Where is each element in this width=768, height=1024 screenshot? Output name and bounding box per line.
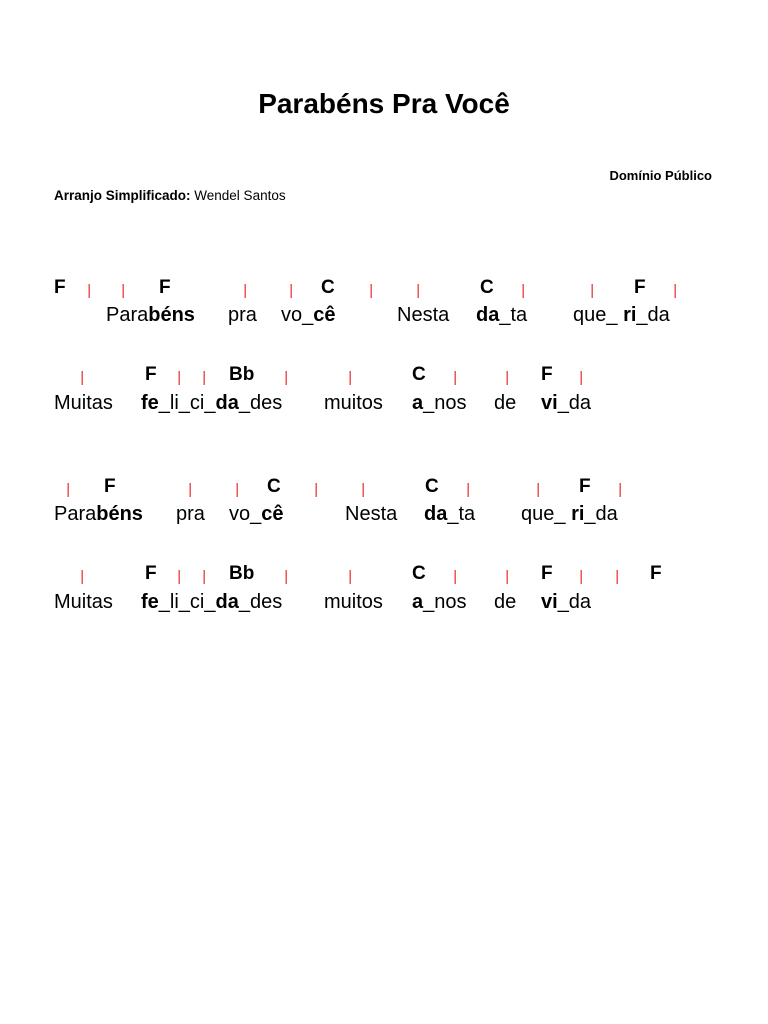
lyric-word: vo_cê [281, 304, 336, 326]
lyric-word: de [494, 591, 517, 613]
lyric-word: de [494, 392, 517, 414]
chord: C [425, 476, 439, 497]
beat-bar: | [81, 369, 84, 386]
chord: C [267, 476, 281, 497]
beat-bar: | [467, 481, 470, 498]
beat-bar: | [417, 282, 420, 299]
beat-bar: | [189, 481, 192, 498]
lyric-word: Nesta [397, 304, 450, 326]
beat-bar: | [315, 481, 318, 498]
lyric-word: vo_cê [229, 503, 284, 525]
lyric-word: da_ta [476, 304, 528, 326]
chord: Bb [229, 364, 255, 385]
beat-bar: | [203, 369, 206, 386]
chord: F [634, 277, 646, 298]
chord: C [412, 364, 426, 385]
beat-bar: | [349, 369, 352, 386]
beat-bar: | [81, 568, 84, 585]
lyric-word: a_nos [412, 591, 467, 613]
lyric-word: a_nos [412, 392, 467, 414]
beat-bar: | [362, 481, 365, 498]
lyric-word: vi_da [541, 591, 592, 613]
chord: F [145, 364, 157, 385]
lyric-word: muitos [324, 591, 383, 613]
lyric-word: fe_li_ci_da_des [141, 392, 283, 414]
lyric-word: Parabéns [54, 503, 143, 525]
song-title: Parabéns Pra Você [258, 88, 510, 119]
beat-bar: | [537, 481, 540, 498]
chord: F [104, 476, 116, 497]
beat-bar: | [506, 369, 509, 386]
beat-bar: | [122, 282, 125, 299]
beat-bar: | [616, 568, 619, 585]
lyric-word: vi_da [541, 392, 592, 414]
chord: F [159, 277, 171, 298]
chord: F [54, 277, 66, 298]
beat-bar: | [506, 568, 509, 585]
beat-bar: | [88, 282, 91, 299]
lyric-word: que_ ri_da [573, 304, 670, 326]
beat-bar: | [349, 568, 352, 585]
chord: F [650, 563, 662, 584]
beat-bar: | [370, 282, 373, 299]
beat-bar: | [619, 481, 622, 498]
beat-bar: | [522, 282, 525, 299]
lyric-word: fe_li_ci_da_des [141, 591, 283, 613]
beat-bar: | [290, 282, 293, 299]
chord: C [480, 277, 494, 298]
beat-bar: | [454, 568, 457, 585]
song-credit: Domínio Público [609, 168, 712, 183]
beat-bar: | [674, 282, 677, 299]
chord: Bb [229, 563, 255, 584]
arranger-name: Wendel Santos [190, 188, 286, 203]
beat-bar: | [591, 282, 594, 299]
beat-bar: | [178, 568, 181, 585]
chord: F [541, 364, 553, 385]
beat-bar: | [178, 369, 181, 386]
beat-bar: | [203, 568, 206, 585]
beat-bar: | [67, 481, 70, 498]
lyric-word: Muitas [54, 591, 113, 613]
beat-bar: | [285, 568, 288, 585]
lyric-word: muitos [324, 392, 383, 414]
beat-bar: | [580, 369, 583, 386]
chord: F [579, 476, 591, 497]
lyric-word: Muitas [54, 392, 113, 414]
lyric-word: Parabéns [106, 304, 195, 326]
beat-bar: | [285, 369, 288, 386]
beat-bar: | [454, 369, 457, 386]
chord: F [145, 563, 157, 584]
chord: F [541, 563, 553, 584]
chord: C [412, 563, 426, 584]
arrangement-label: Arranjo Simplificado: [54, 188, 191, 203]
beat-bar: | [236, 481, 239, 498]
lyric-word: pra [176, 503, 205, 525]
lyric-word: que_ ri_da [521, 503, 618, 525]
arrangement-credit [54, 188, 286, 203]
beat-bar: | [580, 568, 583, 585]
lyric-word: da_ta [424, 503, 476, 525]
lyric-word: Nesta [345, 503, 398, 525]
chord: C [321, 277, 335, 298]
beat-bar: | [244, 282, 247, 299]
lyric-word: pra [228, 304, 257, 326]
